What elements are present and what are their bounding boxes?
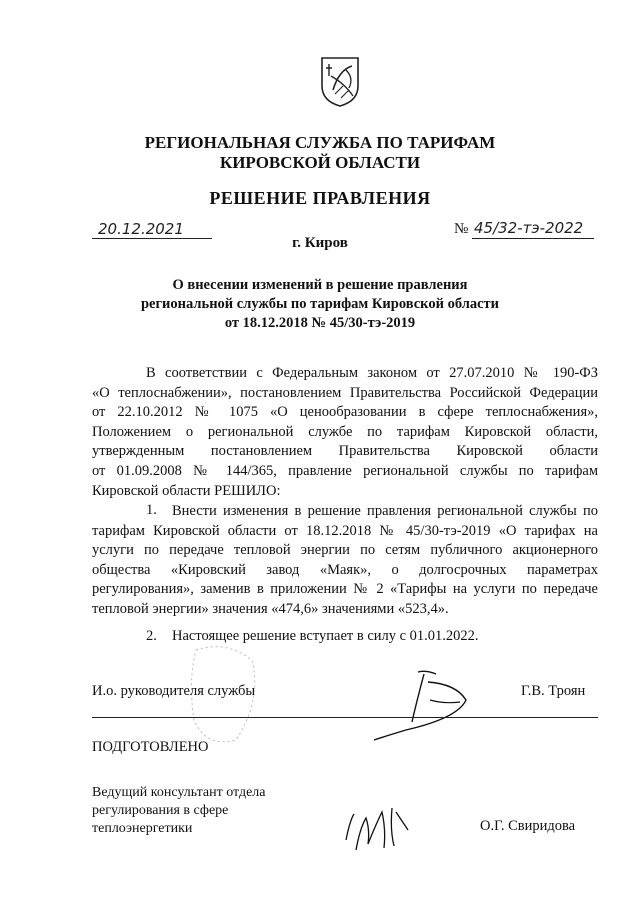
preparer-title-line: теплоэнергетики	[92, 821, 193, 836]
subject-line: региональной службы по тарифам Кировской области	[140, 296, 500, 312]
head-name: Г.В. Троян	[521, 683, 586, 699]
document-subject	[60, 276, 580, 333]
agency-name-line1: РЕГИОНАЛЬНАЯ СЛУЖБА ПО ТАРИФАМ	[144, 133, 496, 152]
subject-line: от 18.12.2018 № 45/30-тэ-2019	[224, 315, 416, 331]
head-title: И.о. руководителя службы	[92, 683, 256, 699]
kirov-coat-of-arms-icon	[319, 56, 361, 108]
head-signature-icon	[366, 664, 482, 744]
subject-line: О внесении изменений в решение правления	[172, 277, 468, 293]
document-city: г. Киров	[292, 235, 348, 251]
preamble-line: Кировской области РЕШИЛО:	[92, 482, 281, 499]
preamble-line: от 22.10.2012 № 1075 «О ценообразовании в сфере теплоснабжения»,	[92, 404, 598, 421]
preparer-signature-icon	[336, 800, 426, 858]
preamble-line: «О теплоснабжении», постановлением Правительства Российской Федерации	[92, 384, 598, 401]
agency-name-line2: КИРОВСКОЙ ОБЛАСТИ	[219, 153, 421, 172]
item1-number: 1.	[146, 502, 157, 518]
preamble-line: от 01.09.2008 № 144/365, правление региональной службы по тарифам	[92, 462, 598, 479]
item1-line: общества «Кировский завод «Маяк», о долгосрочных параметрах	[92, 561, 598, 578]
preamble-line: утвержденным постановлением Правительства Кировской области	[92, 443, 598, 460]
document-type: РЕШЕНИЕ ПРАВЛЕНИЯ	[209, 188, 431, 208]
item2-text: Настоящее решение вступает в силу с 01.01.2022.	[172, 628, 479, 644]
preparer-title	[92, 784, 266, 838]
document-number: 45/32-тэ-2022	[474, 219, 584, 237]
item1-line: Внести изменения в решение правления региональной службы по	[172, 503, 598, 519]
item1-line: регулирования», заменив в приложении № 2 «Тарифы на услуги по передаче	[92, 581, 598, 598]
preparer-title-line: регулирования в сфере	[92, 803, 229, 818]
signature-divider	[92, 717, 598, 718]
preamble-paragraph	[92, 364, 598, 501]
prepared-label: ПОДГОТОВЛЕНО	[92, 739, 209, 755]
document-date: 20.12.2021	[98, 220, 184, 238]
preparer-name: О.Г. Свиридова	[480, 818, 576, 834]
item1-line: тарифам Кировской области от 18.12.2018 № 45/30-тэ-2019 «О тарифах на	[92, 522, 598, 539]
item1-line: тепловой энергии» значения «474,6» значениями «523,4».	[92, 600, 449, 617]
preamble-line: Положением о региональной службе по тарифам Кировской области,	[92, 423, 598, 440]
preamble-line: В соответствии с Федеральным законом от 27.07.2010 № 190-ФЗ	[146, 365, 598, 381]
item1-paragraph	[92, 502, 598, 620]
item2-number: 2.	[146, 628, 157, 644]
item1-line: услуги по передаче тепловой энергии по сетям публичного акционерного	[92, 542, 598, 559]
number-sign: №	[454, 221, 469, 237]
preparer-title-line: Ведущий консультант отдела	[92, 785, 266, 800]
